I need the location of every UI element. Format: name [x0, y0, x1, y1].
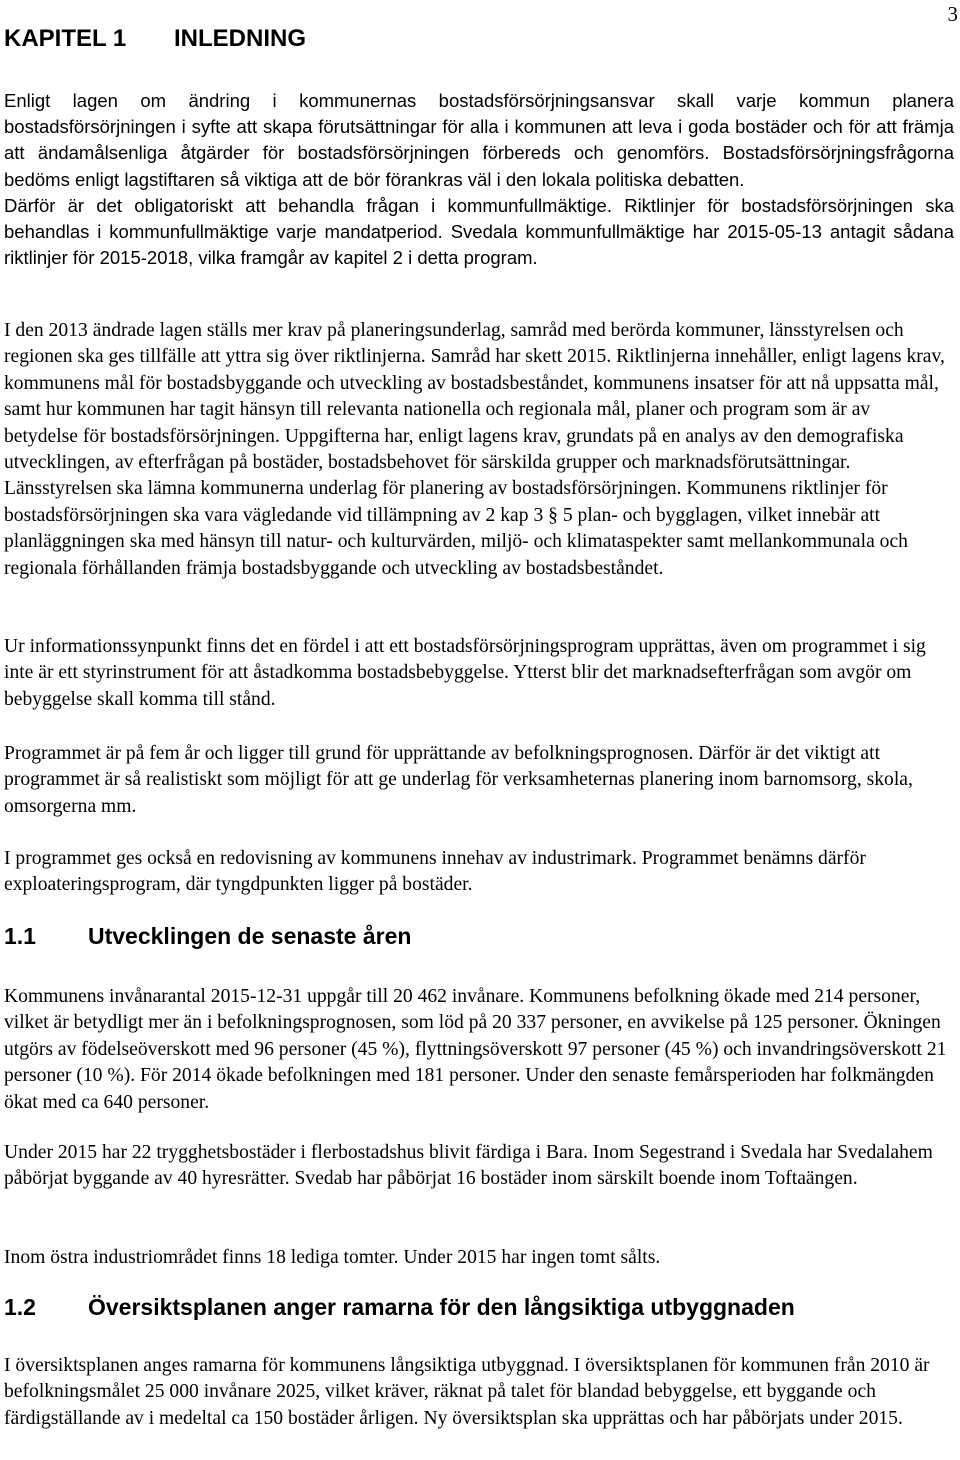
chapter-title: INLEDNING [174, 25, 306, 52]
intro-paragraph-1: Enligt lagen om ändring i kommunernas bostadsförsörjningsansvar skall varje kommun planera bostadsförsörjningen i syfte att skapa förutsättningar för alla i kommunen att leva i goda bostäder och för att främja att ändamålsenliga åtgärder för bostadsförsörjningen förbereds och genomförs. Bostadsförsörjningsfrågorna bedöms enligt lagstiftaren så viktiga att de bör förankras väl i den lokala politiska debatten. [4, 90, 954, 190]
paragraph-program-period [4, 741, 949, 820]
paragraph-text: I programmet ges också en redovisning av kommunens innehav av industrimark. Programmet benämns därför exploateringsprogram, där tyngdpunkten ligger på bostäder. [4, 848, 866, 896]
section-title: Utvecklingen de senaste åren [88, 923, 412, 949]
intro-block [4, 88, 954, 271]
paragraph-population [4, 984, 949, 1116]
paragraph-master-plan [4, 1353, 949, 1432]
section-heading-1-2 [4, 1294, 795, 1321]
paragraph-text: I den 2013 ändrade lagen ställs mer krav på planeringsunderlag, samråd med berörda kommuner, länsstyrelsen och regionen ska ges tillfälle att yttra sig över riktlinjerna. Samråd har skett 2015. Riktlinjerna innehåller, enligt lagens krav, kommunens mål för bostadsbyggande och utveckling av bostadsbeståndet, kommunens insatser för att nå uppsatta mål, samt hur kommunen har tagit hänsyn till relevanta nationella och regionala mål, planer och program som är av betydelse för bostadsförsörjningen. Uppgifterna har, enligt lagens krav, grundats på en analys av den demografiska utvecklingen, av efterfrågan på bostäder, bostadsbehovet för särskilda grupper och marknadsförutsättningar. Länsstyrelsen ska lämna kommunerna underlag för planering av bostadsförsörjningen. Kommunens riktlinjer för bostadsförsörjningen ska vara vägledande vid tillämpning av 2 kap 3 § 5 plan- och bygglagen, vilket innebär att planläggningen ska med hänsyn till natur- och kulturvärden, miljö- och klimataspekter samt mellankommunala och regionala förhållanden främja bostadsbyggande och utveckling av bostadsbeståndet. [4, 320, 945, 579]
paragraph-industrial-land [4, 846, 949, 899]
chapter-number: KAPITEL 1 [4, 25, 127, 52]
paragraph-text: Programmet är på fem år och ligger till grund för upprättande av befolkningsprognosen. Därför är det viktigt att programmet är så realistiskt som möjligt för att ge underlag för verksamheternas planering inom barnomsorg, skola, omsorgerna mm. [4, 743, 913, 817]
paragraph-housing-built [4, 1140, 949, 1193]
chapter-heading [4, 25, 306, 53]
paragraph-planning-requirements [4, 318, 949, 582]
paragraph-industrial-plots [4, 1245, 949, 1271]
paragraph-information [4, 634, 949, 713]
paragraph-text: Kommunens invånarantal 2015-12-31 uppgår till 20 462 invånare. Kommunens befolkning ökade med 214 personer, vilket är betydligt mer än i befolkningsprognosen, som löd på 20 337 personer, en avvikelse på 125 personer. Ökningen utgörs av födelseöverskott med 96 personer (45 %), flyttningsöverskott 97 personer (45 %) och invandringsöverskott 21 personer (10 %). För 2014 ökade befolkningen med 181 personer. Under den senaste femårsperioden har folkmängden ökat med ca 640 personer. [4, 986, 947, 1113]
paragraph-text: Inom östra industriområdet finns 18 lediga tomter. Under 2015 har ingen tomt sålts. [4, 1247, 661, 1268]
section-heading-1-1 [4, 923, 411, 950]
intro-paragraph-2: Därför är det obligatoriskt att behandla frågan i kommunfullmäktige. Riktlinjer för bostadsförsörjningen ska behandlas i kommunfullmäktige varje mandatperiod. Svedala kommunfullmäktige har 2015-05-13 antagit sådana riktlinjer för 2015-2018, vilka framgår av kapitel 2 i detta program. [4, 194, 954, 269]
section-number: 1.1 [4, 923, 36, 949]
paragraph-text: I översiktsplanen anges ramarna för kommunens långsiktiga utbyggnad. I översiktsplanen för kommunen från 2010 är befolkningsmålet 25 000 invånare 2025, vilket kräver, räknat på talet för blandad bebyggelse, ett byggande och färdigställande av i medeltal ca 150 bostäder årligen. Ny översiktsplan ska upprättas och har påbörjats under 2015. [4, 1355, 930, 1429]
paragraph-text: Under 2015 har 22 trygghetsbostäder i flerbostadshus blivit färdiga i Bara. Inom Segestrand i Svedala har Svedalahem påbörjat byggande av 40 hyresrätter. Svedab har påbörjat 16 bostäder inom särskilt boende inom Toftaängen. [4, 1142, 933, 1190]
page-number: 3 [947, 2, 958, 26]
section-number: 1.2 [4, 1294, 36, 1320]
section-title: Översiktsplanen anger ramarna för den långsiktiga utbyggnaden [88, 1294, 795, 1320]
paragraph-text: Ur informationssynpunkt finns det en fördel i att ett bostadsförsörjningsprogram upprättas, även om programmet i sig inte är ett styrinstrument för att åstadkomma bostadsbebyggelse. Ytterst blir det marknadsefterfrågan som avgör om bebyggelse skall komma till stånd. [4, 636, 926, 710]
